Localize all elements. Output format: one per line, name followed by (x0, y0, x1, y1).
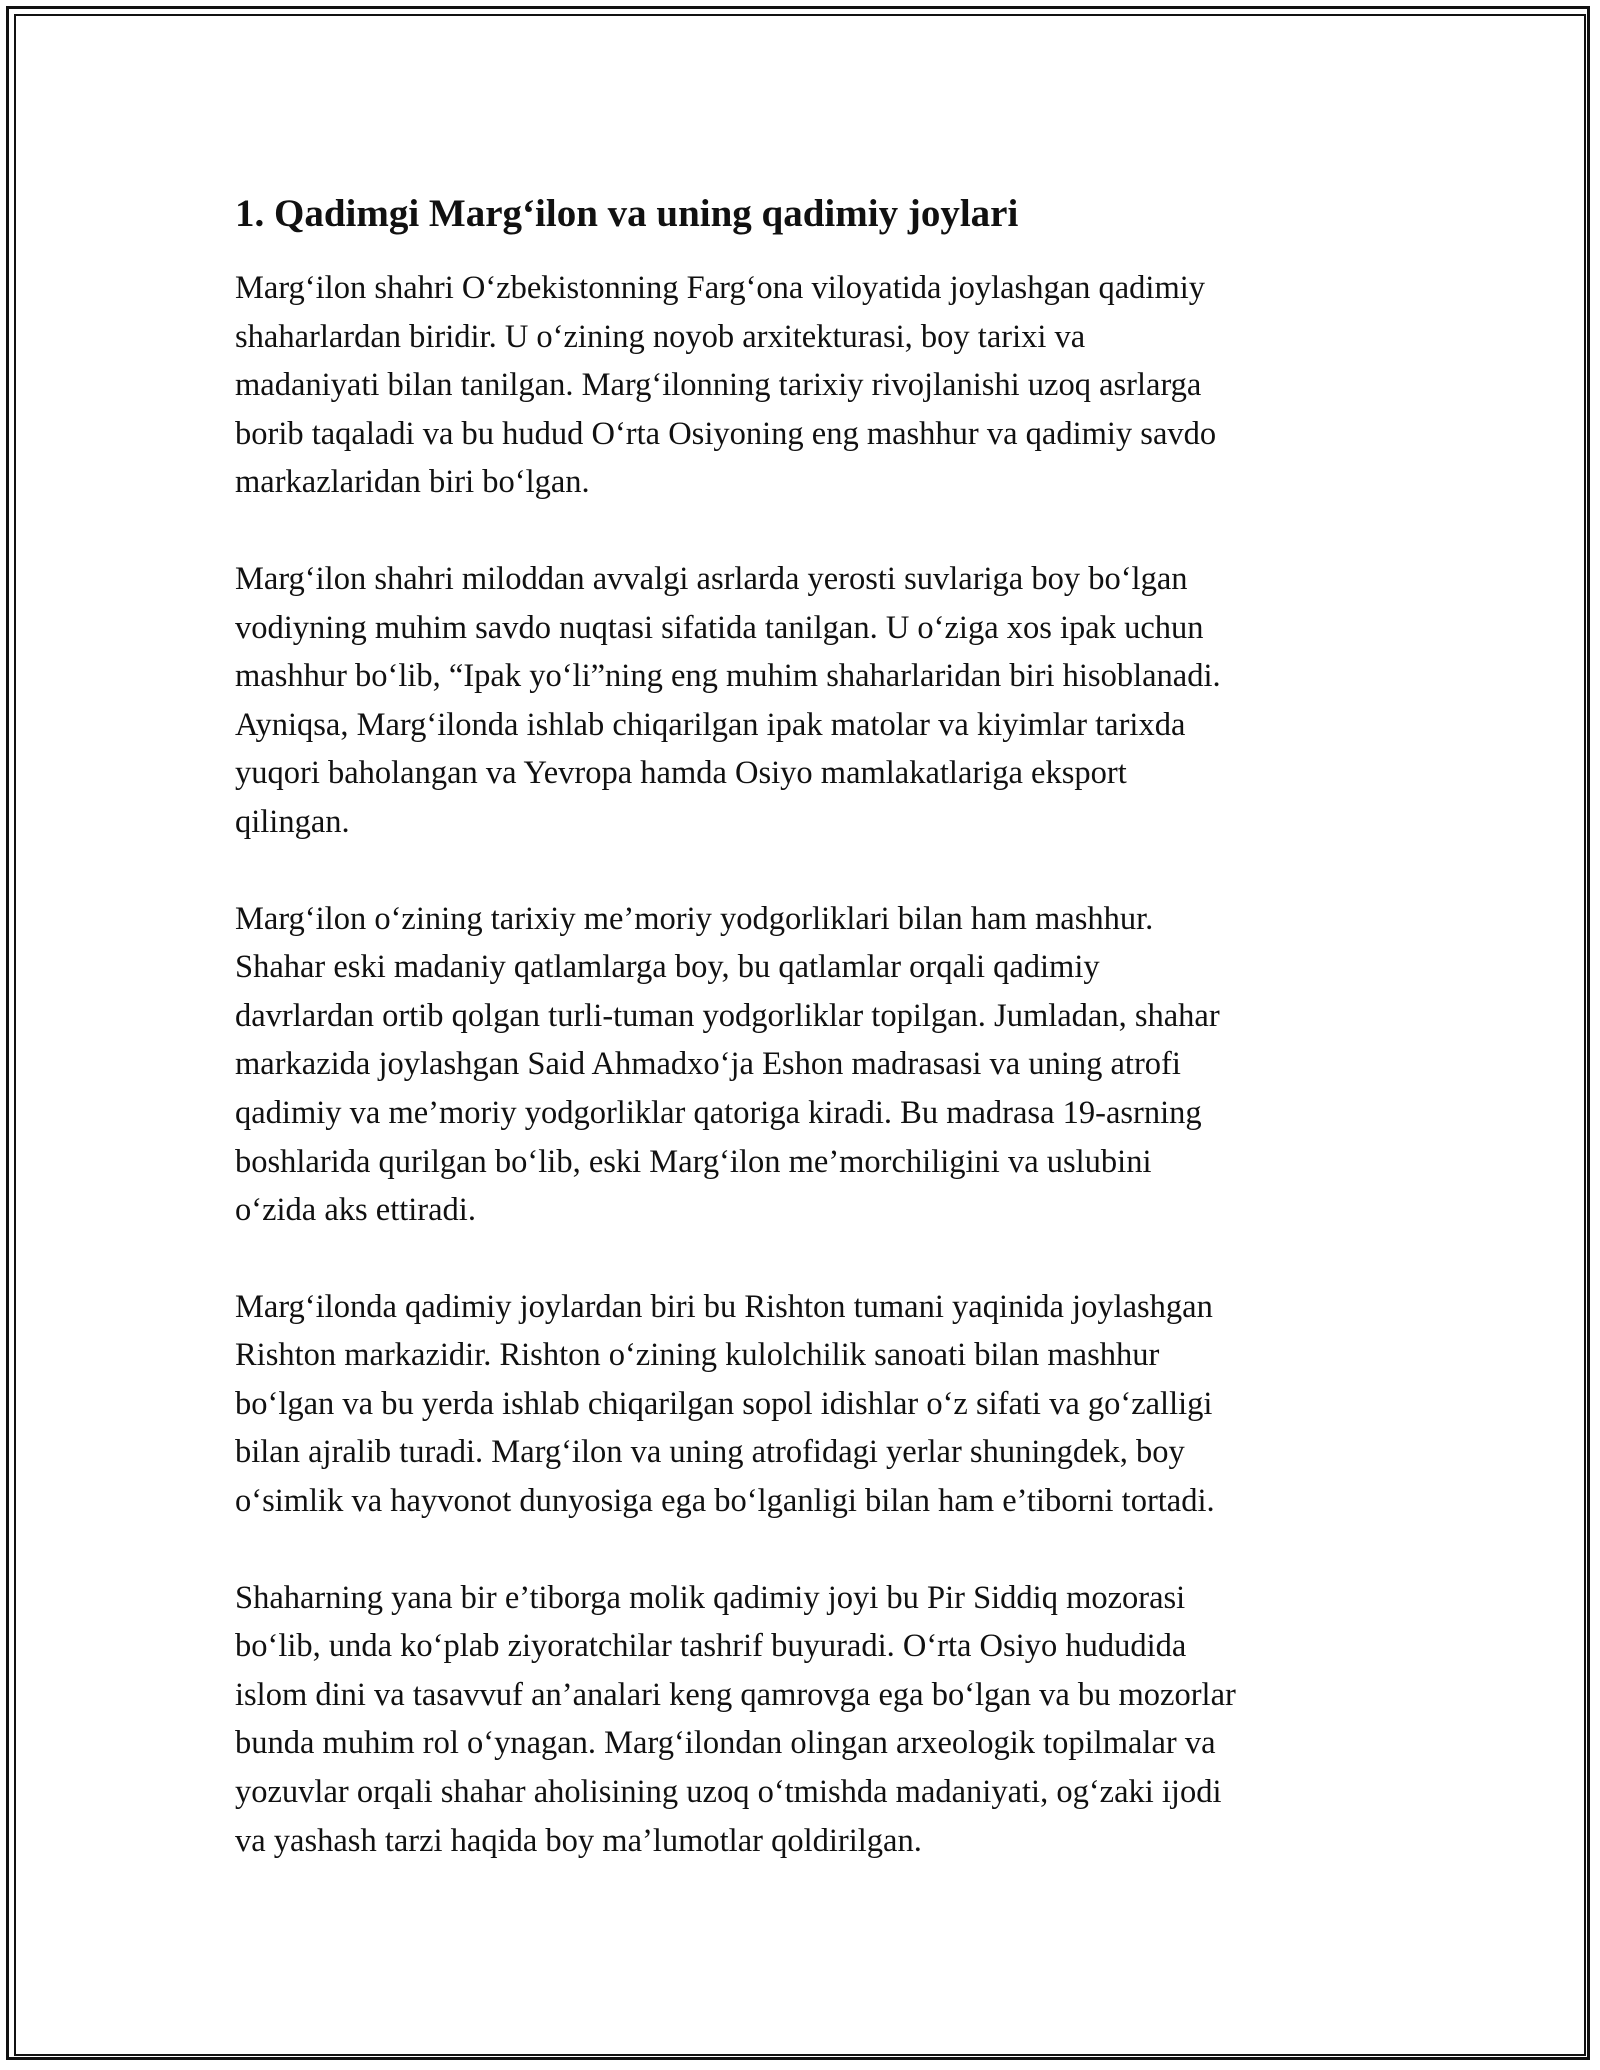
section-heading: 1. Qadimgi Marg‘ilon va uning qadimiy joylari (235, 192, 1019, 235)
document-body (235, 188, 1385, 1865)
paragraph-5: Shaharning yana bir e’tiborga molik qadimiy joyi bu Pir Siddiq mozorasi bo‘lib, unda ko‘plab ziyoratchilar tashrif buyuradi. O‘rta Osiyo hududida islom dini va tasavvuf an’analari keng qamrovga ega bo‘lgan va bu mozorlar bunda muhim rol o‘ynagan. Marg‘ilondan olingan arxeologik topilmalar va yozuvlar orqali shahar aholisining uzoq o‘tmishda madaniyati, og‘zaki ijodi va yashash tarzi haqida boy ma’lumotlar qoldirilgan. (235, 1579, 1236, 1859)
paragraph-4: Marg‘ilonda qadimiy joylardan biri bu Rishton tumani yaqinida joylashgan Rishton markazidir. Rishton o‘zining kulolchilik sanoati bilan mashhur bo‘lgan va bu yerda ishlab chiqarilgan sopol idishlar o‘z sifati va go‘zalligi bilan ajralib turadi. Marg‘ilon va uning atrofidagi yerlar shuningdek, boy o‘simlik va hayvonot dunyosiga ega bo‘lganligi bilan ham e’tiborni tortadi. (235, 1288, 1215, 1520)
paragraph-1: Marg‘ilon shahri O‘zbekistonning Farg‘ona viloyatida joylashgan qadimiy shaharlardan biridir. U o‘zining noyob arxitekturasi, boy tarixi va madaniyati bilan tanilgan. Marg‘ilonning tarixiy rivojlanishi uzoq asrlarga borib taqaladi va bu hudud O‘rta Osiyoning eng mashhur va qadimiy savdo markazlaridan biri bo‘lgan. (235, 270, 1217, 501)
paragraph-2: Marg‘ilon shahri miloddan avvalgi asrlarda yerosti suvlariga boy bo‘lgan vodiyning muhim savdo nuqtasi sifatida tanilgan. U o‘ziga xos ipak uchun mashhur bo‘lib, “Ipak yo‘li”ning eng muhim shaharlaridan biri hisoblanadi. Ayniqsa, Marg‘ilonda ishlab chiqarilgan ipak matolar va kiyimlar tarixda yuqori baholangan va Yevropa hamda Osiyo mamlakatlariga eksport qilingan. (235, 560, 1221, 840)
paragraph-3: Marg‘ilon o‘zining tarixiy me’moriy yodgorliklari bilan ham mashhur. Shahar eski madaniy qatlamlarga boy, bu qatlamlar orqali qadimiy davrlardan ortib qolgan turli-tuman yodgorliklar topilgan. Jumladan, shahar markazida joylashgan Said Ahmadxo‘ja Eshon madrasasi va uning atrofi qadimiy va me’moriy yodgorliklar qatoriga kiradi. Bu madrasa 19-asrning boshlarida qurilgan bo‘lib, eski Marg‘ilon me’morchiligini va uslubini o‘zida aks ettiradi. (235, 900, 1220, 1229)
